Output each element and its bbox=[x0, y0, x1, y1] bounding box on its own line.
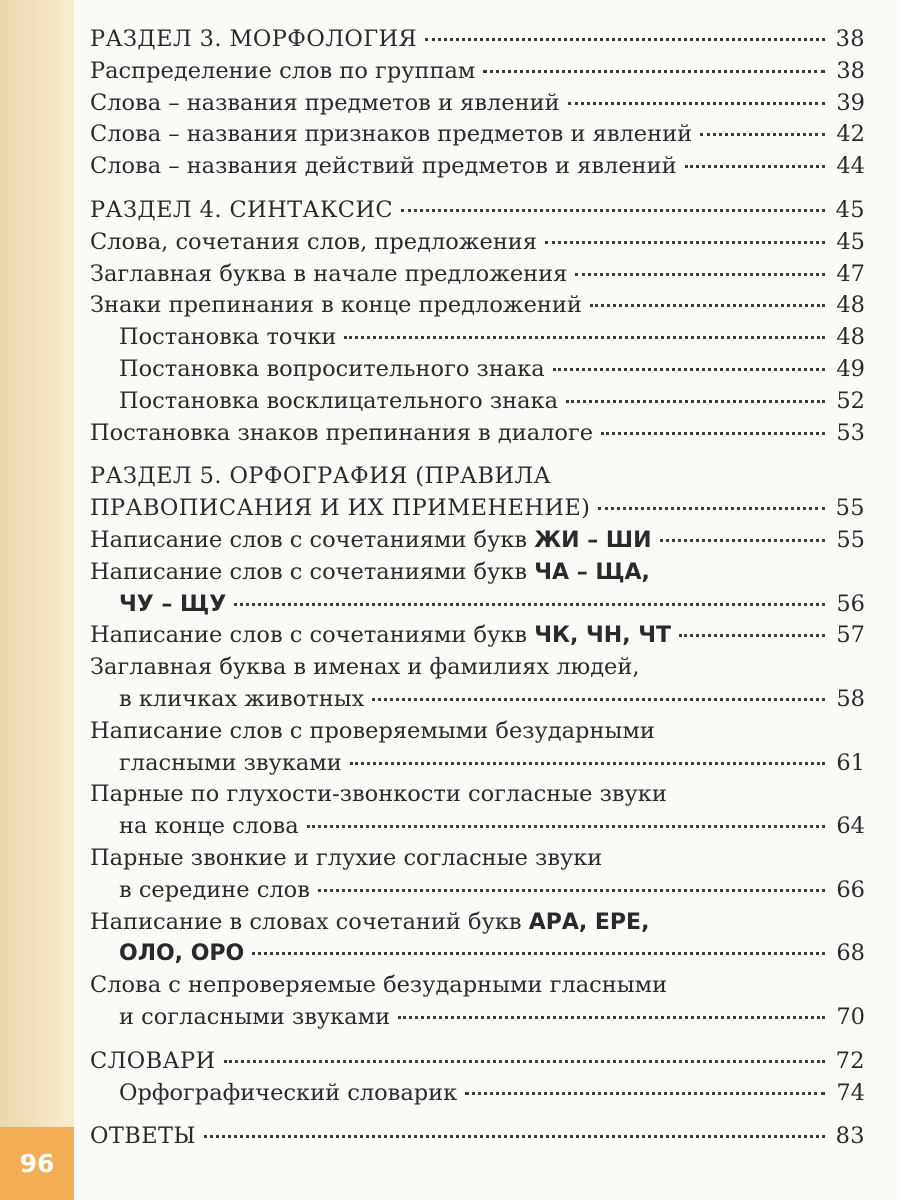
toc-entry-title: Написание слов с сочетаниями букв ЧА – ЩА, bbox=[90, 558, 650, 585]
toc-entry-title: Слова, сочетания слов, предложения bbox=[90, 228, 538, 255]
dot-leader bbox=[601, 432, 825, 435]
toc-entry bbox=[90, 259, 865, 291]
dot-leader bbox=[234, 603, 825, 606]
dot-leader bbox=[425, 38, 825, 41]
toc-entry-title: ОТВЕТЫ bbox=[90, 1123, 196, 1150]
toc-entry-title: Слова с непроверяемые безударными гласными bbox=[90, 972, 668, 999]
toc-entry bbox=[90, 227, 865, 259]
toc-page-number: 47 bbox=[836, 260, 865, 287]
toc-page-number: 44 bbox=[836, 153, 865, 180]
toc-entry bbox=[90, 684, 865, 716]
toc-entry bbox=[90, 119, 865, 151]
toc-entry-title: и согласными звуками bbox=[119, 1003, 391, 1030]
dot-leader bbox=[566, 400, 825, 403]
page-margin-band bbox=[0, 0, 74, 1200]
toc-entry-title bbox=[119, 589, 226, 621]
toc-entry bbox=[90, 418, 865, 450]
dot-leader bbox=[350, 762, 825, 765]
toc-entry-title: Знаки препинания в конце предложений bbox=[90, 292, 582, 319]
toc-page-number: 48 bbox=[836, 292, 865, 319]
toc-entry-title: Постановка точки bbox=[119, 324, 337, 351]
dot-leader bbox=[307, 825, 825, 828]
toc-page-number: 70 bbox=[836, 1003, 865, 1030]
toc-page-number: 42 bbox=[836, 121, 865, 148]
toc-entry-title bbox=[119, 938, 244, 970]
toc-entry-title: РАЗДЕЛ 3. МОРФОЛОГИЯ bbox=[90, 26, 418, 52]
toc-section-heading bbox=[90, 195, 865, 227]
toc-section-heading bbox=[90, 24, 865, 56]
toc-entry bbox=[90, 716, 865, 748]
toc-page-number: 55 bbox=[836, 526, 865, 553]
toc-page-number: 68 bbox=[836, 940, 865, 967]
toc-page-number: 61 bbox=[836, 749, 865, 776]
toc-section bbox=[90, 1121, 865, 1153]
toc-section-heading bbox=[90, 461, 865, 493]
letter-combination: ЧУ – ЩУ bbox=[119, 591, 227, 617]
toc-page-number: 39 bbox=[836, 89, 865, 116]
toc-entry bbox=[90, 557, 865, 589]
toc-page-number: 38 bbox=[836, 57, 865, 84]
toc-entry-title: ПРАВОПИСАНИЯ И ИХ ПРИМЕНЕНИЕ) bbox=[90, 495, 591, 522]
toc-entry-title: Слова – названия предметов и явлений bbox=[90, 89, 560, 116]
dot-leader bbox=[465, 1092, 825, 1095]
dot-leader bbox=[545, 241, 825, 244]
toc-entry-title: Написание в словах сочетаний букв АРА, ЕРЕ, bbox=[90, 908, 650, 935]
toc-page-number: 72 bbox=[835, 1047, 865, 1074]
toc-section bbox=[90, 24, 865, 183]
toc-section-heading bbox=[90, 1121, 865, 1153]
dot-leader bbox=[590, 304, 825, 307]
toc-entry-title: СЛОВАРИ bbox=[90, 1047, 216, 1074]
toc-section bbox=[90, 1046, 865, 1110]
toc-entry bbox=[90, 779, 865, 811]
toc-entry bbox=[90, 843, 865, 875]
toc-entry-title: Заглавная буква в именах и фамилиях людей, bbox=[90, 654, 640, 681]
dot-leader bbox=[575, 273, 825, 276]
dot-leader bbox=[401, 209, 825, 212]
toc-entry bbox=[90, 970, 865, 1002]
toc-page-number: 55 bbox=[835, 495, 865, 522]
toc-entry-title: Распределение слов по группам bbox=[90, 57, 476, 84]
letter-combination: ЖИ – ШИ bbox=[534, 527, 652, 553]
toc-page-number: 49 bbox=[836, 355, 865, 382]
toc-page-number: 66 bbox=[836, 876, 865, 903]
toc-entry bbox=[90, 1078, 865, 1110]
letter-combination: ОЛО, ОРО bbox=[119, 941, 245, 967]
toc-page-number: 58 bbox=[836, 685, 865, 712]
toc-entry-title: Постановка вопросительного знака bbox=[119, 355, 545, 382]
letter-combination: ЧА – ЩА, bbox=[534, 559, 650, 585]
dot-leader bbox=[372, 698, 825, 701]
toc-entry-title: Написание слов с сочетаниями букв ЖИ – ШИ bbox=[90, 526, 652, 553]
toc-section bbox=[90, 461, 865, 1033]
toc-entry-title: Слова – названия признаков предметов и явлений bbox=[90, 121, 693, 148]
toc-entry bbox=[90, 875, 865, 907]
toc-page-number: 53 bbox=[836, 419, 865, 446]
toc-entry-title: на конце слова bbox=[119, 813, 299, 840]
toc-entry bbox=[90, 386, 865, 418]
toc-page-number: 57 bbox=[836, 622, 865, 649]
dot-leader bbox=[660, 539, 826, 542]
toc-entry-title: Написание слов с сочетаниями букв ЧК, ЧН, ЧТ bbox=[90, 622, 672, 649]
toc-entry-title: Постановка восклицательного знака bbox=[119, 387, 559, 414]
toc-page-number: 74 bbox=[836, 1079, 865, 1106]
toc-entry bbox=[90, 525, 865, 557]
dot-leader bbox=[568, 102, 825, 105]
letter-combination: АРА, ЕРЕ, bbox=[528, 909, 650, 935]
toc-entry-title: гласными звуками bbox=[119, 749, 342, 776]
page-number: 96 bbox=[19, 1149, 55, 1178]
toc-entry bbox=[90, 290, 865, 322]
toc-page-number: 45 bbox=[836, 228, 865, 255]
dot-leader bbox=[344, 336, 825, 339]
dot-leader bbox=[318, 889, 825, 892]
dot-leader bbox=[252, 952, 825, 955]
dot-leader bbox=[679, 634, 825, 637]
toc-entry bbox=[90, 907, 865, 939]
toc-page-number: 56 bbox=[836, 590, 865, 617]
toc-entry bbox=[90, 652, 865, 684]
toc-page-number: 48 bbox=[836, 324, 865, 351]
toc-entry bbox=[90, 88, 865, 120]
toc-entry-title: Парные по глухости-звонкости согласные звуки bbox=[90, 781, 667, 808]
toc-entry bbox=[90, 1002, 865, 1034]
toc-entry bbox=[90, 589, 865, 621]
toc-entry-title: Постановка знаков препинания в диалоге bbox=[90, 419, 594, 446]
toc-section-heading bbox=[90, 1046, 865, 1078]
toc-page-number: 83 bbox=[835, 1123, 865, 1150]
toc-entry-title: Парные звонкие и глухие согласные звуки bbox=[90, 844, 603, 871]
toc-entry-title: в середине слов bbox=[119, 876, 310, 903]
toc-entry bbox=[90, 322, 865, 354]
dot-leader bbox=[398, 1016, 825, 1019]
dot-leader bbox=[224, 1060, 825, 1063]
dot-leader bbox=[483, 70, 825, 73]
toc-entry bbox=[90, 56, 865, 88]
dot-leader bbox=[598, 507, 825, 510]
toc-entry-title: Заглавная буква в начале предложения bbox=[90, 260, 568, 287]
letter-combination: ЧК, ЧН, ЧТ bbox=[534, 623, 672, 649]
toc-entry bbox=[90, 938, 865, 970]
dot-leader bbox=[685, 165, 825, 168]
table-of-contents bbox=[90, 24, 865, 1165]
toc-page-number: 38 bbox=[835, 26, 865, 52]
toc-page-number: 64 bbox=[836, 813, 865, 840]
toc-entry-title: Орфографический словарик bbox=[119, 1079, 458, 1106]
toc-page-number: 52 bbox=[836, 387, 865, 414]
toc-entry-title: РАЗДЕЛ 4. СИНТАКСИС bbox=[90, 196, 394, 223]
dot-leader bbox=[553, 368, 825, 371]
toc-entry bbox=[90, 811, 865, 843]
toc-entry bbox=[90, 748, 865, 780]
toc-entry bbox=[90, 354, 865, 386]
toc-entry bbox=[90, 620, 865, 652]
toc-section bbox=[90, 195, 865, 449]
toc-entry bbox=[90, 151, 865, 183]
toc-entry-title: в кличках животных bbox=[119, 685, 365, 712]
page-number-tab bbox=[0, 1127, 74, 1200]
dot-leader bbox=[204, 1135, 825, 1138]
dot-leader bbox=[700, 133, 825, 136]
toc-entry-title: Написание слов с проверяемыми безударными bbox=[90, 717, 655, 744]
toc-entry-title: Слова – названия действий предметов и явлений bbox=[90, 153, 677, 180]
toc-section-heading bbox=[90, 493, 865, 525]
toc-page-number: 45 bbox=[835, 196, 865, 223]
toc-entry-title: РАЗДЕЛ 5. ОРФОГРАФИЯ (ПРАВИЛА bbox=[90, 463, 552, 490]
